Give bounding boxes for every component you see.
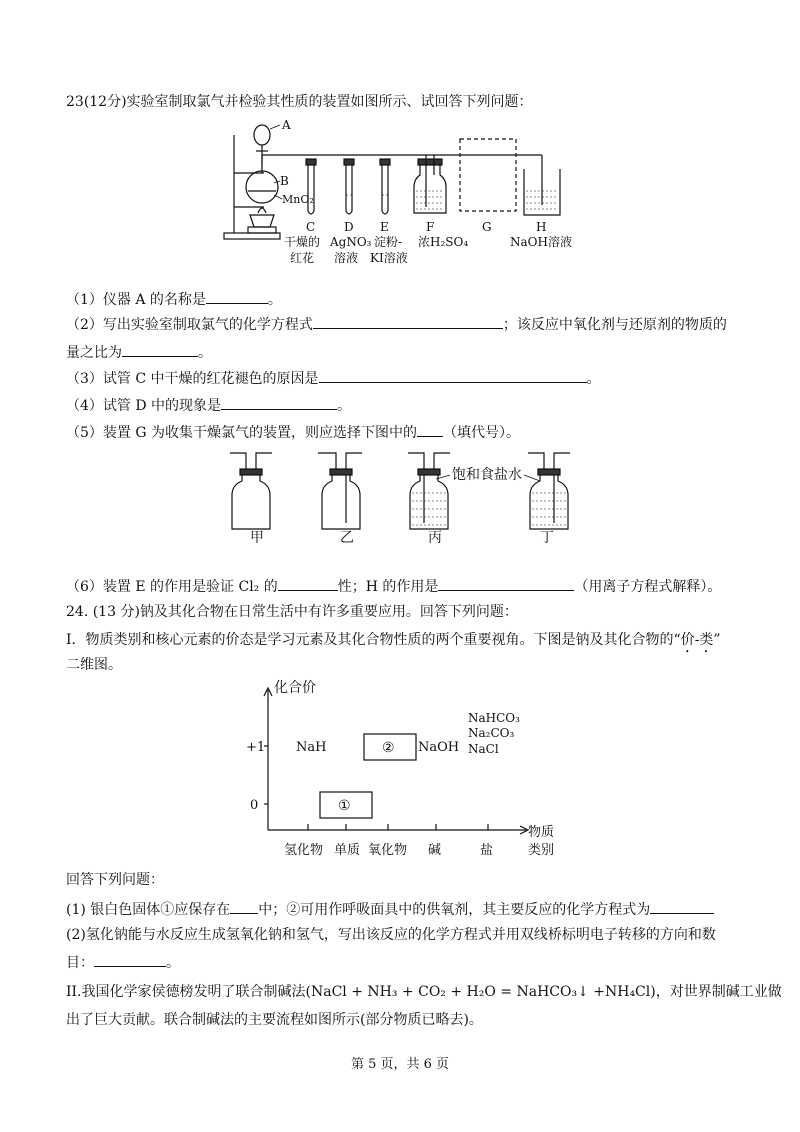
content-E-2: KI溶液: [370, 251, 408, 265]
category-4: 碱: [428, 843, 442, 858]
label-A: A: [282, 118, 291, 132]
q24-ii: II.我国化学家侯德榜发明了联合制碱法(NaCl + NH₃ + CO₂ + H₂O = NaHCO₃↓ +NH₄Cl)，对世界制碱工业做: [66, 984, 782, 1000]
category-1: 氢化物: [284, 843, 324, 858]
label-G: G: [482, 220, 492, 234]
y-tick-0: 0: [250, 798, 259, 813]
q23-s4: （4）试管 D 中的现象是 。: [66, 395, 351, 416]
q24-p2b: 目： 。: [66, 952, 180, 973]
label-MnO2: MnO₂: [282, 193, 314, 206]
q24-intro-1: I．物质类别和核心元素的价态是学习元素及其化合物性质的两个重要视角。下图是钠及其化合物的“价-类”: [66, 632, 721, 648]
label-C: C: [306, 220, 316, 234]
valence-class-chart: [230, 676, 590, 866]
label-E: E: [380, 220, 389, 234]
q24-p2: (2)氢化钠能与水反应生成氢氧化钠和氢气，写出该反应的化学方程式并用双线桥标明电子转移的方向和数: [66, 927, 716, 943]
q23-title: 23(12分)实验室制取氯气并检验其性质的装置如图所示、试回答下列问题：: [66, 94, 533, 110]
x-axis-label-1: 物质: [528, 825, 555, 840]
bottle-name-2: 乙: [340, 530, 354, 546]
salt-3: NaCl: [468, 742, 499, 756]
q23-s6: （6）装置 E 的作用是验证 Cl₂ 的 性；H 的作用是 （用离子方程式解释）。: [66, 576, 721, 597]
category-2: 单质: [334, 843, 361, 858]
content-D-1: AgNO₃: [330, 235, 372, 249]
box-1-label: ①: [338, 798, 351, 814]
q23-s3: （3）试管 C 中干燥的红花褪色的原因是 。: [66, 368, 601, 389]
label-NaH: NaH: [296, 740, 327, 755]
bottle-name-4: 丁: [540, 530, 554, 546]
q23-s2b: 量之比为 。: [66, 342, 212, 363]
content-D-2: 溶液: [334, 251, 359, 265]
content-C-1: 干燥的: [284, 235, 321, 249]
bottle-name-1: 甲: [250, 530, 264, 546]
q24-title: 24. (13 分)钠及其化合物在日常生活中有许多重要应用。回答下列问题：: [66, 604, 518, 620]
label-F: F: [426, 220, 435, 234]
salt-2: Na₂CO₃: [468, 726, 515, 740]
apparatus-diagram: [220, 115, 580, 275]
q24-answer-label: 回答下列问题：: [66, 872, 164, 888]
q23-s1: （1）仪器 A 的名称是 。: [66, 289, 282, 310]
content-C-2: 红花: [290, 251, 315, 265]
content-H: NaOH溶液: [510, 235, 572, 249]
q24-ii-2: 出了巨大贡献。联合制碱法的主要流程如图所示(部分物质已略去)。: [66, 1012, 483, 1028]
category-3: 氧化物: [368, 843, 408, 858]
page-footer: 第 5 页，共 6 页: [350, 1057, 450, 1072]
bottles-diagram: [222, 445, 582, 545]
label-H: H: [536, 220, 547, 234]
brine-label: 饱和食盐水: [452, 467, 522, 483]
x-axis-label-2: 类别: [528, 843, 555, 858]
label-D: D: [344, 220, 354, 234]
q24-intro-2: 二维图。: [66, 657, 122, 673]
content-F: 浓H₂SO₄: [418, 235, 469, 249]
y-tick-plus1: +1: [246, 740, 266, 755]
bottle-name-3: 丙: [428, 530, 442, 546]
q23-s2: （2）写出实验室制取氯气的化学方程式 ；该反应中氧化剂与还原剂的物质的: [66, 314, 727, 335]
y-axis-label: 化合价: [274, 680, 316, 696]
label-NaOH: NaOH: [418, 740, 460, 755]
category-5: 盐: [480, 843, 494, 858]
label-B: B: [280, 174, 289, 188]
q24-p1: (1) 银白色固体①应保存在 中；②可用作呼吸面具中的供氧剂，其主要反应的化学方程式为: [66, 899, 714, 920]
q23-s5: （5）装置 G 为收集干燥氯气的装置，则应选择下图中的 （填代号）。: [66, 422, 520, 443]
salt-1: NaHCO₃: [468, 711, 520, 725]
content-E-1: 淀粉-: [374, 235, 403, 249]
box-2-label: ②: [382, 740, 395, 756]
